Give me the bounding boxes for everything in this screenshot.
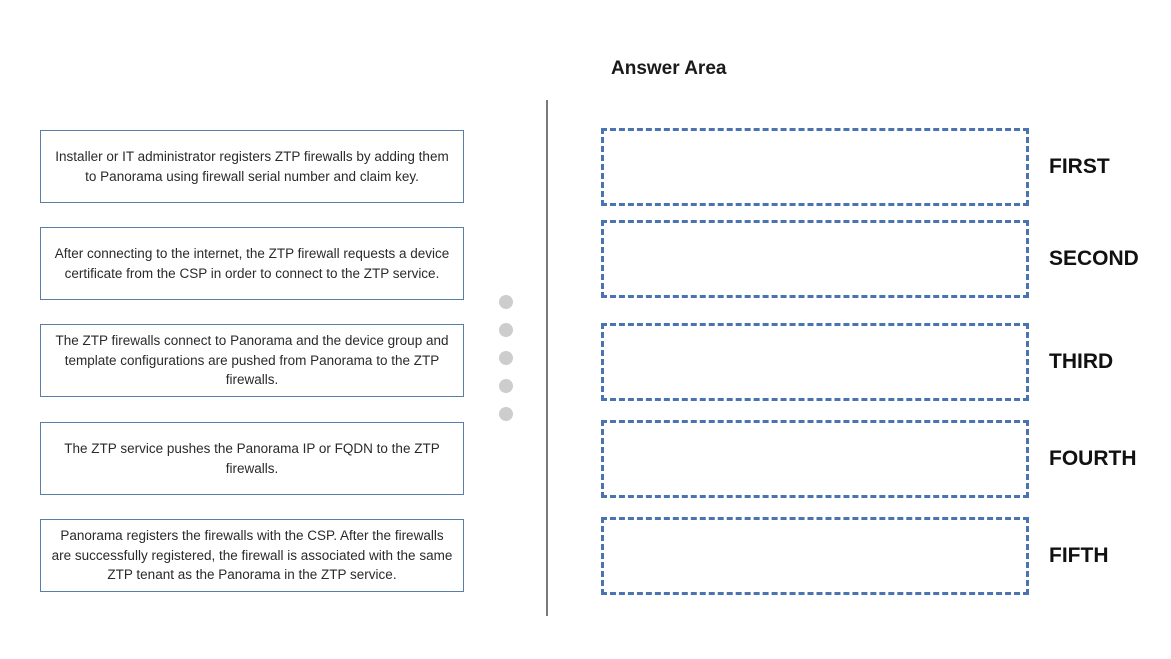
option-card[interactable] (40, 130, 464, 203)
drag-dot (499, 407, 513, 421)
drop-slot-fourth[interactable] (601, 420, 1029, 498)
slot-label-first: FIRST (1049, 155, 1110, 178)
option-card[interactable] (40, 422, 464, 495)
drop-slot-third[interactable] (601, 323, 1029, 401)
option-text: After connecting to the internet, the ZTP firewall requests a device certificate from the CSP in order to connect to the ZTP service. (54, 246, 450, 281)
drag-dot (499, 323, 513, 337)
option-text: The ZTP firewalls connect to Panorama and the device group and template configurations are pushed from Panorama to the ZTP firewalls. (55, 333, 449, 388)
drag-dot (499, 295, 513, 309)
slot-label-third: THIRD (1049, 350, 1114, 373)
slot-label-second: SECOND (1049, 247, 1139, 270)
answer-area-title: Answer Area (611, 58, 727, 79)
option-card[interactable] (40, 227, 464, 300)
drag-dot (499, 351, 513, 365)
option-text: The ZTP service pushes the Panorama IP or FQDN to the ZTP firewalls. (64, 441, 440, 476)
column-divider (546, 100, 548, 616)
drag-dot (499, 379, 513, 393)
slot-label-fifth: FIFTH (1049, 544, 1109, 567)
option-text: Panorama registers the firewalls with the CSP. After the firewalls are successfully registered, the firewall is associated with the same ZTP tenant as the Panorama in the ZTP service. (51, 528, 453, 583)
drop-slot-fifth[interactable] (601, 517, 1029, 595)
drop-slot-second[interactable] (601, 220, 1029, 298)
drop-slot-first[interactable] (601, 128, 1029, 206)
slot-label-fourth: FOURTH (1049, 447, 1137, 470)
option-card[interactable] (40, 519, 464, 592)
option-text: Installer or IT administrator registers ZTP firewalls by adding them to Panorama using firewall serial number and claim key. (55, 149, 449, 184)
option-card[interactable] (40, 324, 464, 397)
drag-handle-icon[interactable] (499, 295, 513, 421)
